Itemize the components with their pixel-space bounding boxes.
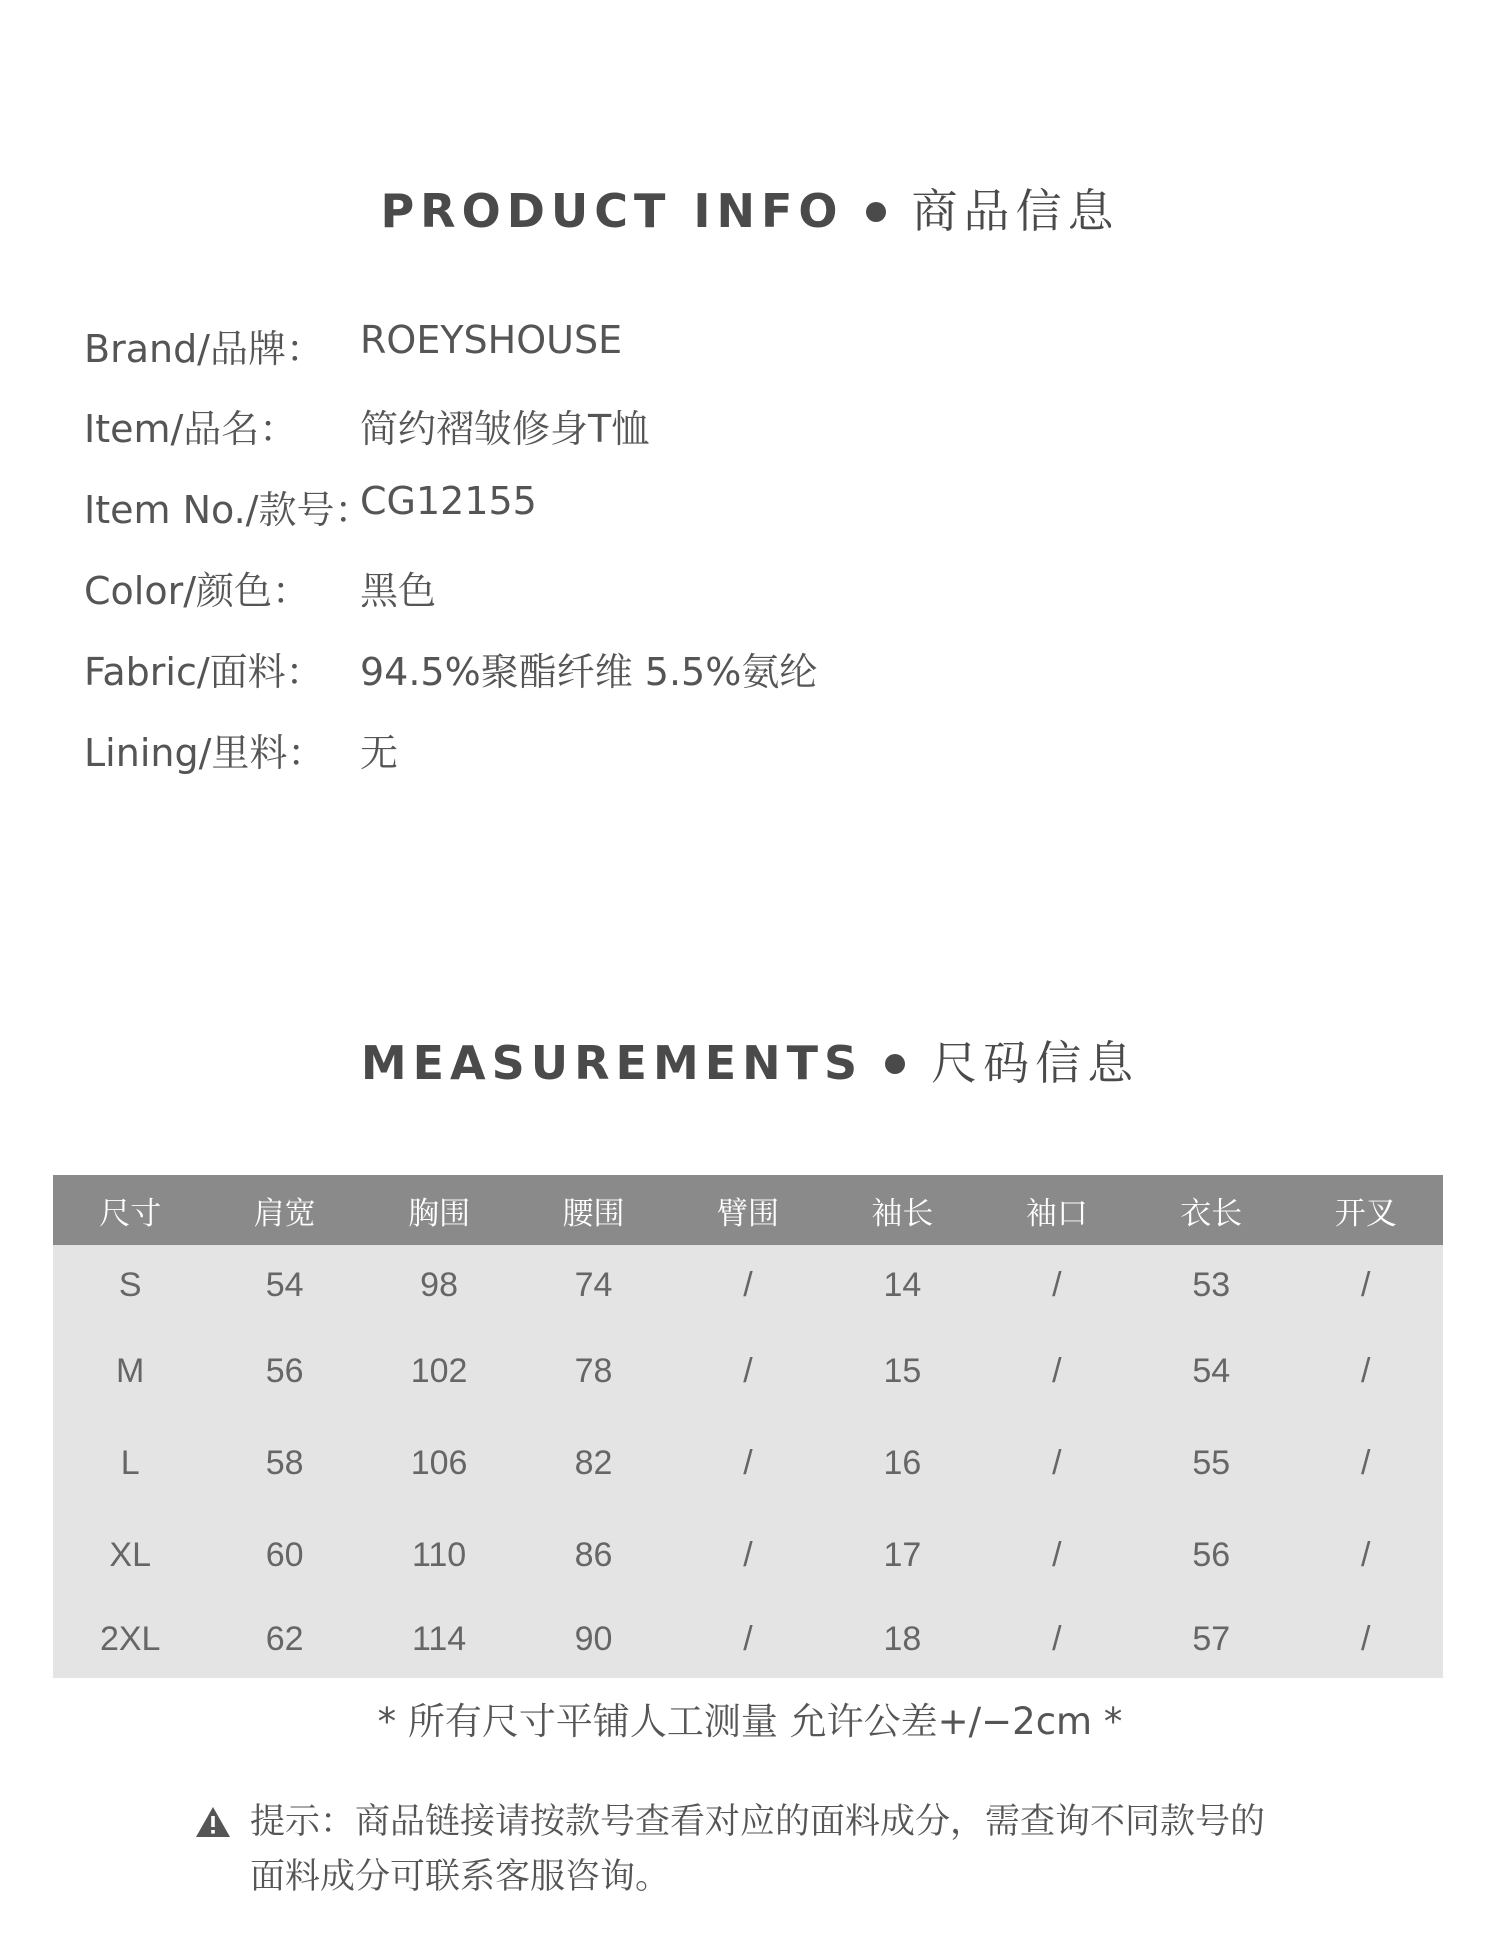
table-row: [53, 1325, 1443, 1417]
measurements-title-en: MEASUREMENTS: [360, 1036, 864, 1090]
table-cell: 114: [362, 1601, 516, 1678]
table-cell: XL: [53, 1509, 207, 1601]
product-info-title-en: PRODUCT INFO: [380, 184, 844, 238]
size-table: [53, 1175, 1443, 1678]
table-cell: 60: [207, 1509, 361, 1601]
table-cell: 78: [516, 1325, 670, 1417]
table-row: [53, 1509, 1443, 1601]
info-label: Color/颜色：: [84, 569, 311, 613]
header-waist: 腰围: [516, 1175, 670, 1245]
measurement-note: * 所有尺寸平铺人工测量 允许公差+/−2cm *: [377, 1700, 1123, 1743]
table-cell: 82: [516, 1417, 670, 1509]
tip-line-2: 面料成分可联系客服咨询。: [250, 1857, 671, 1897]
size-table-header-row: [53, 1175, 1443, 1245]
product-info-title: [0, 175, 1500, 241]
header-sleeve-length: 袖长: [825, 1175, 979, 1245]
table-cell: 56: [1134, 1509, 1288, 1601]
table-cell: /: [980, 1509, 1134, 1601]
info-value: 简约褶皱修身T恤: [360, 407, 650, 451]
product-info-title-cn: 商品信息: [911, 184, 1120, 238]
info-value: CG12155: [360, 479, 537, 523]
info-value: 94.5%聚酯纤维 5.5%氨纶: [360, 650, 818, 694]
table-cell: /: [671, 1601, 825, 1678]
table-cell: 17: [825, 1509, 979, 1601]
info-label: Brand/品牌：: [84, 327, 324, 371]
table-cell: 90: [516, 1601, 670, 1678]
info-value: 无: [360, 731, 399, 775]
table-cell: 54: [1134, 1325, 1288, 1417]
info-label: Fabric/面料：: [84, 650, 324, 694]
table-cell: /: [671, 1245, 825, 1325]
table-cell: L: [53, 1417, 207, 1509]
table-cell: /: [1289, 1417, 1444, 1509]
table-cell: 16: [825, 1417, 979, 1509]
tip-block: [196, 1795, 1336, 1905]
table-cell: 110: [362, 1509, 516, 1601]
table-cell: /: [1289, 1245, 1444, 1325]
table-cell: 98: [362, 1245, 516, 1325]
header-slit: 开叉: [1289, 1175, 1444, 1245]
measurements-title: [0, 1027, 1500, 1093]
table-row: [53, 1601, 1443, 1678]
table-cell: /: [671, 1325, 825, 1417]
table-cell: /: [671, 1417, 825, 1509]
warning-icon: [194, 1805, 232, 1839]
table-cell: /: [1289, 1509, 1444, 1601]
info-label: Item No./款号：: [84, 488, 373, 532]
header-shoulder: 肩宽: [207, 1175, 361, 1245]
table-row: [53, 1417, 1443, 1509]
header-arm: 臂围: [671, 1175, 825, 1245]
measurements-title-cn: 尺码信息: [931, 1036, 1140, 1090]
tip-line-1: 提示：商品链接请按款号查看对应的面料成分，需查询不同款号的: [250, 1802, 1266, 1842]
table-cell: S: [53, 1245, 207, 1325]
table-cell: 56: [207, 1325, 361, 1417]
table-cell: /: [980, 1245, 1134, 1325]
table-cell: /: [1289, 1325, 1444, 1417]
table-cell: /: [980, 1417, 1134, 1509]
table-cell: 55: [1134, 1417, 1288, 1509]
info-label: Lining/里料：: [84, 731, 326, 775]
table-cell: 74: [516, 1245, 670, 1325]
title-dot-icon: [885, 1054, 905, 1074]
table-cell: 57: [1134, 1601, 1288, 1678]
table-cell: 14: [825, 1245, 979, 1325]
table-cell: /: [1289, 1601, 1444, 1678]
table-cell: /: [980, 1325, 1134, 1417]
table-cell: M: [53, 1325, 207, 1417]
table-cell: 62: [207, 1601, 361, 1678]
table-cell: 15: [825, 1325, 979, 1417]
table-cell: 58: [207, 1417, 361, 1509]
info-value: 黑色: [360, 569, 437, 613]
table-cell: 18: [825, 1601, 979, 1678]
header-cuff: 袖口: [980, 1175, 1134, 1245]
table-cell: 2XL: [53, 1601, 207, 1678]
header-chest: 胸围: [362, 1175, 516, 1245]
info-value: ROEYSHOUSE: [360, 318, 623, 362]
title-dot-icon: [866, 202, 886, 222]
header-size: 尺寸: [53, 1175, 207, 1245]
table-cell: 102: [362, 1325, 516, 1417]
info-label: Item/品名：: [84, 407, 298, 451]
table-cell: 106: [362, 1417, 516, 1509]
table-cell: 53: [1134, 1245, 1288, 1325]
table-cell: 86: [516, 1509, 670, 1601]
table-cell: 54: [207, 1245, 361, 1325]
table-cell: /: [671, 1509, 825, 1601]
header-length: 衣长: [1134, 1175, 1288, 1245]
table-row: [53, 1245, 1443, 1325]
table-cell: /: [980, 1601, 1134, 1678]
